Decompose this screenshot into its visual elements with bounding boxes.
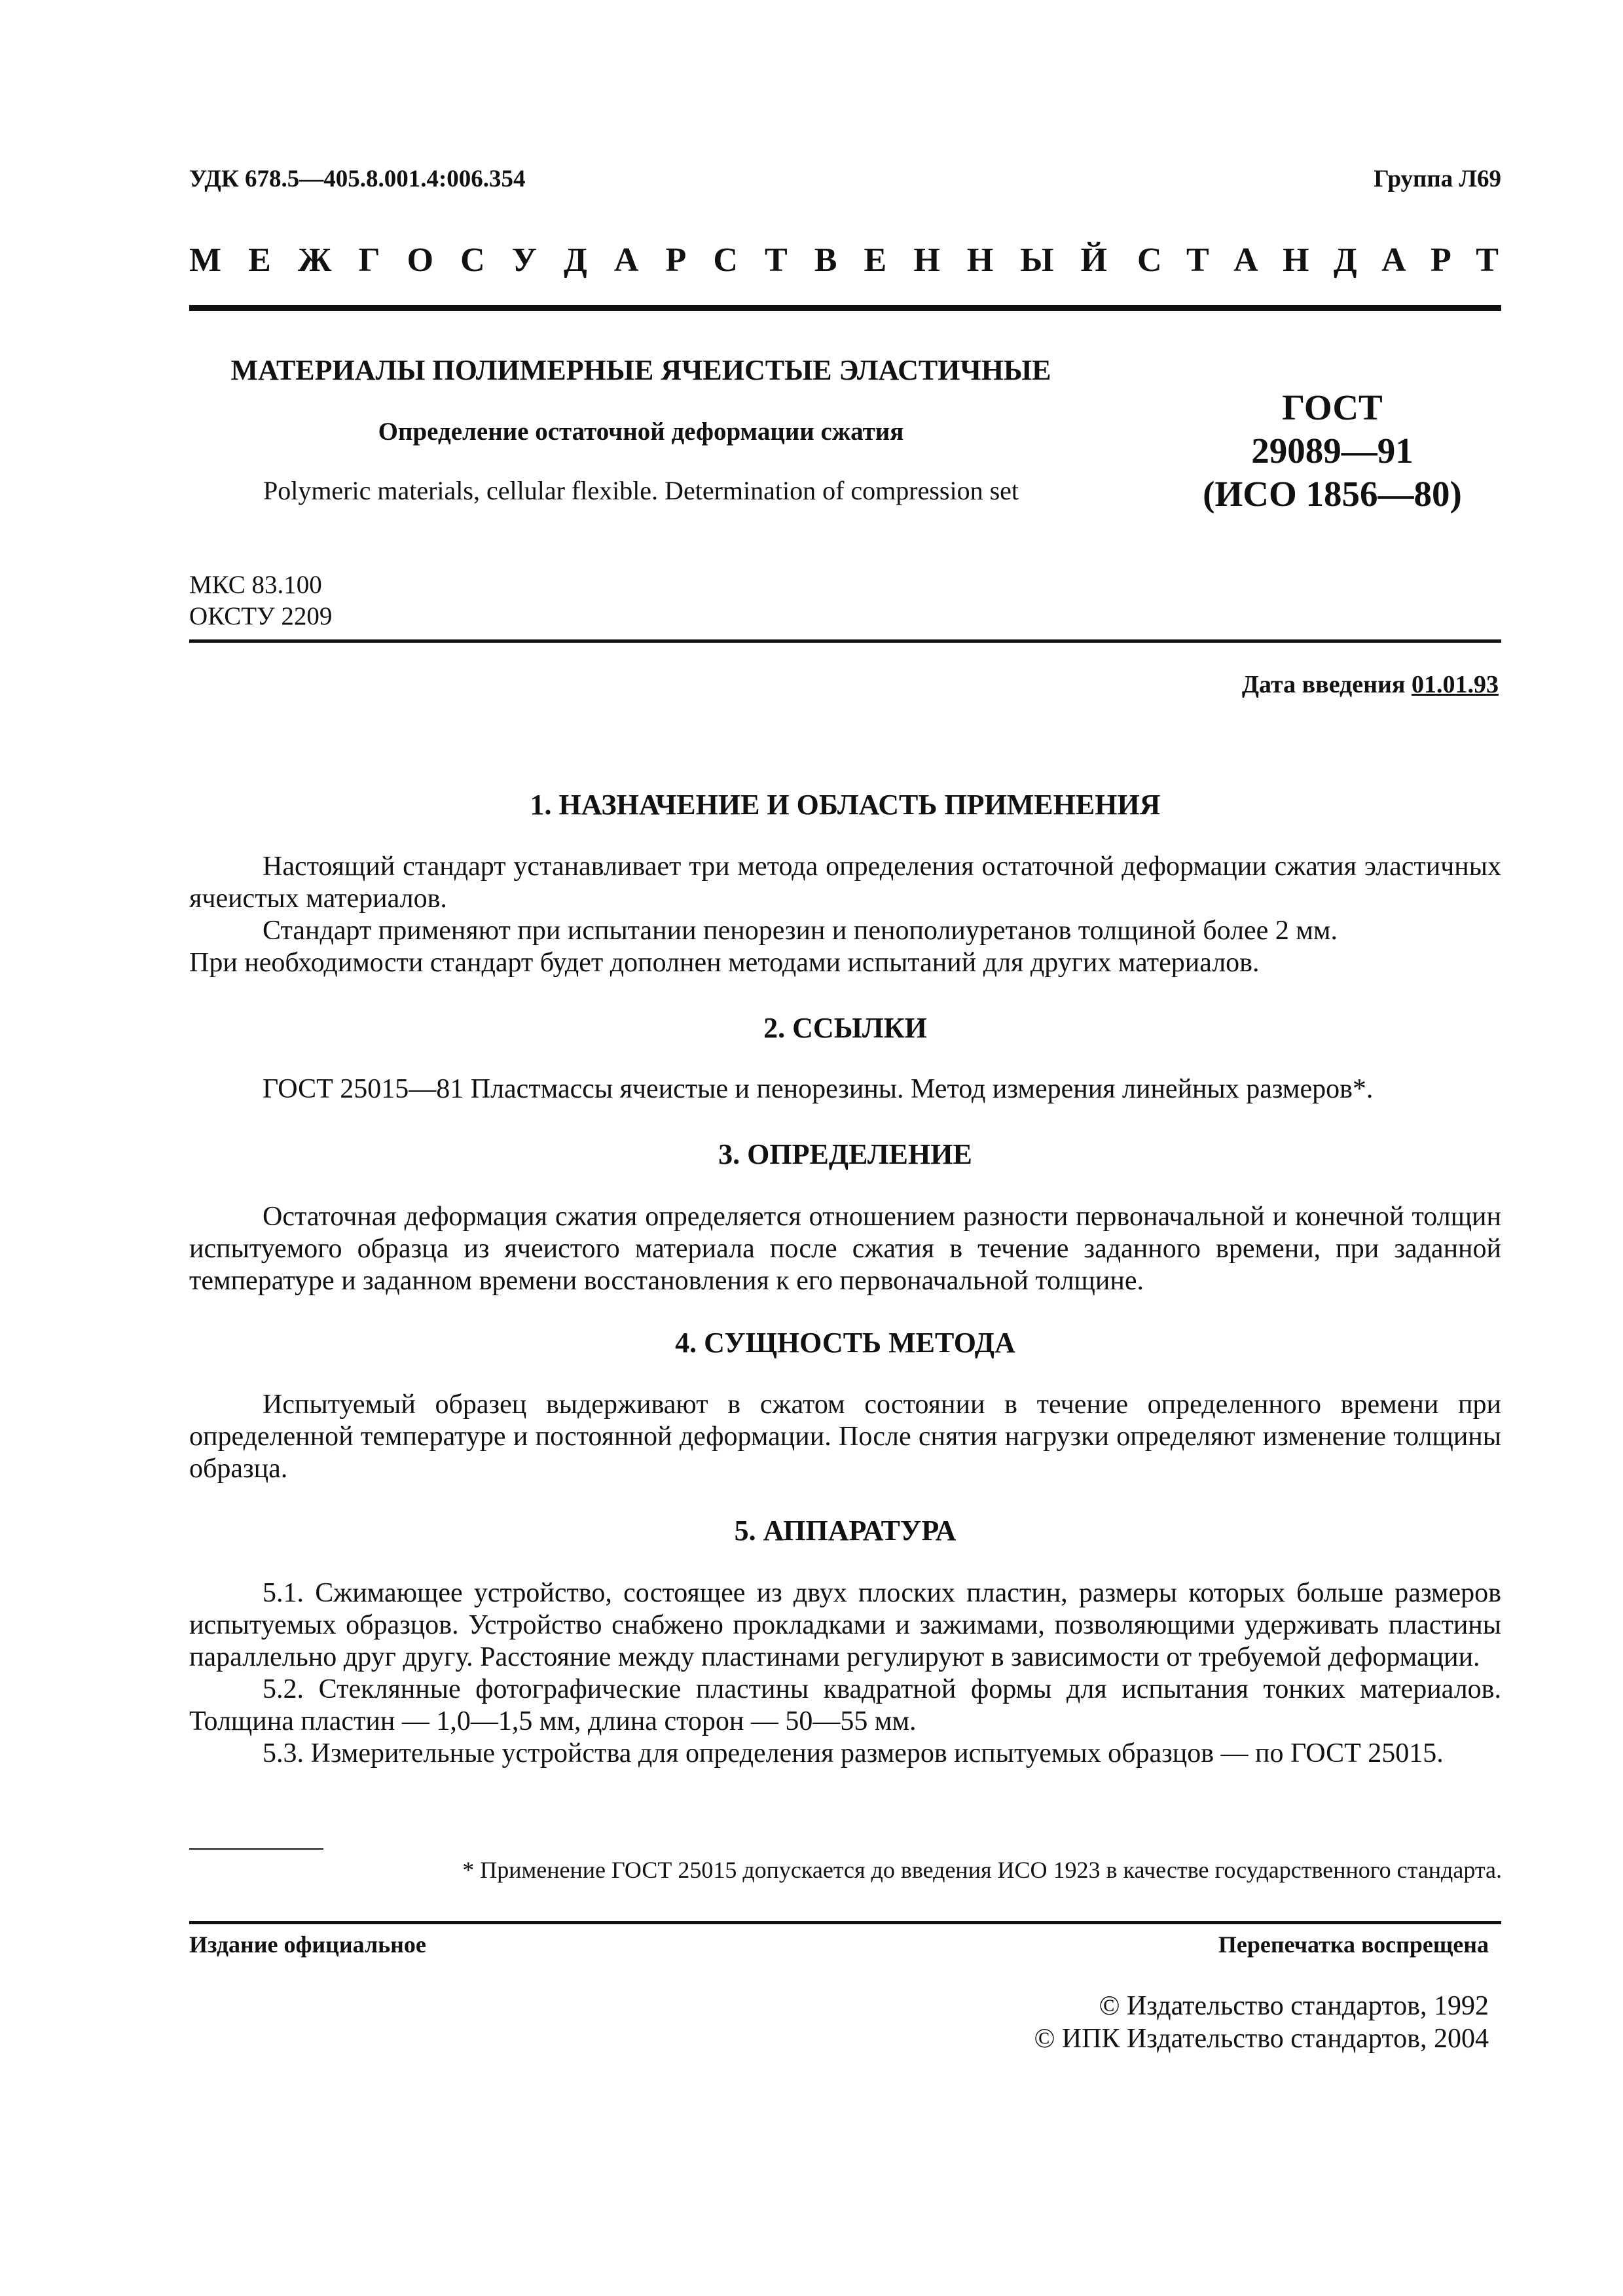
banner-letter: Т xyxy=(1476,242,1499,279)
top-rule xyxy=(189,305,1501,311)
section-2-title: 2. ССЫЛКИ xyxy=(763,1012,927,1044)
reprint-prohibited: Перепечатка воспрещена xyxy=(1218,1931,1489,1958)
codes-rule xyxy=(189,639,1501,643)
english-title: Polymeric materials, cellular flexible. Determination of compression set xyxy=(263,476,1019,505)
section-3-title: 3. ОПРЕДЕЛЕНИЕ xyxy=(718,1138,972,1170)
paragraph: 5.3. Измерительные устройства для определения размеров испытуемых образцов — по ГОСТ 25015. xyxy=(263,1738,1444,1768)
mks-code: МКС 83.100 xyxy=(189,571,322,599)
paragraph: ГОСТ 25015—81 Пластмассы ячеистые и пенорезины. Метод измерения линейных размеров*. xyxy=(263,1074,1374,1104)
banner-letter: М xyxy=(189,242,222,279)
paragraph: Испытуемый образец выдерживают в сжатом состоянии в течение определенного времени при определенной температуре и постоянной деформации. После снятия нагрузки определяют изменение толщины образца. xyxy=(189,1390,1501,1484)
banner-letter: С xyxy=(713,242,738,279)
iso-number: (ИСО 1856—80) xyxy=(1203,474,1462,514)
banner-letter: Т xyxy=(765,242,788,279)
banner-word-standard xyxy=(1137,241,1499,279)
banner-letter: Н xyxy=(966,242,994,279)
banner-letter: Ы xyxy=(1020,242,1054,279)
introduction-date xyxy=(1242,670,1499,699)
okstu-code: ОКСТУ 2209 xyxy=(189,602,333,630)
section-5-title: 5. АППАРАТУРА xyxy=(734,1515,957,1547)
title-block xyxy=(189,353,1093,506)
classification-codes xyxy=(189,569,332,632)
section-4-title: 4. СУЩНОСТЬ МЕТОДА xyxy=(675,1327,1015,1359)
banner-letter: С xyxy=(460,242,485,279)
document-subtitle: Определение остаточной деформации сжатия xyxy=(378,418,904,446)
banner-letter: Н xyxy=(1283,242,1309,279)
footnote-rule xyxy=(189,1848,323,1850)
banner-letter: А xyxy=(613,242,639,279)
banner-letter: Д xyxy=(1333,242,1357,279)
banner-letter: Н xyxy=(913,242,940,279)
section-2-body xyxy=(189,1073,1501,1105)
section-1-body xyxy=(189,851,1501,979)
paragraph: 5.1. Сжимающее устройство, состоящее из двух плоских пластин, размеры которых больше размеров испытуемых образцов. Устройство снабжено прокладками и зажимами, позволяющими удерживать пластины параллельно друг другу. Расстояние между пластинами регулируют в зависимости от требуемой деформации. xyxy=(189,1578,1501,1672)
paragraph: 5.2. Стеклянные фотографические пластины квадратной формы для испытания тонких материалов. Толщина пластин — 1,0—1,5 мм, длина сторон — 50—55 мм. xyxy=(189,1674,1501,1736)
banner-letter: Й xyxy=(1080,242,1107,279)
banner-letter: Ж xyxy=(297,242,332,279)
banner-letter: О xyxy=(407,242,434,279)
footnote: * Применение ГОСТ 25015 допускается до введения ИСО 1923 в качестве государственного стандарта. xyxy=(462,1857,1502,1883)
banner-letter: Р xyxy=(665,242,687,279)
gost-label: ГОСТ xyxy=(1282,387,1383,427)
banner-letter: Г xyxy=(358,242,380,279)
banner-letter: Р xyxy=(1431,242,1451,279)
banner-letter: Т xyxy=(1186,242,1209,279)
section-4-body xyxy=(189,1389,1501,1485)
date-value: 01.01.93 xyxy=(1412,671,1499,698)
date-label: Дата введения xyxy=(1241,671,1406,698)
banner-letter: Е xyxy=(864,242,887,279)
gost-designation xyxy=(1165,386,1499,516)
banner-letter: А xyxy=(1381,242,1406,279)
paragraph: Остаточная деформация сжатия определяется отношением разности первоначальной и конечной толщин испытуемого образца из ячеистого материала после сжатия в течение заданного времени, при заданной температуре и заданном времени восстановления к его первоначальной толщине. xyxy=(189,1202,1501,1296)
copyright-block xyxy=(1034,1990,1489,2055)
banner-letter: В xyxy=(814,242,837,279)
section-5-body xyxy=(189,1577,1501,1770)
banner-word-interstate xyxy=(189,241,1107,279)
footer-rule xyxy=(189,1921,1501,1924)
standard-banner xyxy=(189,241,1499,279)
paragraph: Настоящий стандарт устанавливает три метода определения остаточной деформации сжатия эластичных ячеистых материалов. xyxy=(189,852,1501,914)
banner-letter: А xyxy=(1233,242,1258,279)
copyright-line: © Издательство стандартов, 1992 xyxy=(1099,1991,1489,2021)
udk-code: УДК 678.5—405.8.001.4:006.354 xyxy=(189,166,526,192)
gost-number: 29089—91 xyxy=(1251,431,1413,471)
paragraph: Стандарт применяют при испытании пенорезин и пенополиуретанов толщиной более 2 мм. xyxy=(263,916,1338,946)
document-title: МАТЕРИАЛЫ ПОЛИМЕРНЫЕ ЯЧЕИСТЫЕ ЭЛАСТИЧНЫЕ xyxy=(230,354,1051,386)
group-code: Группа Л69 xyxy=(1374,166,1501,192)
banner-letter: С xyxy=(1137,242,1162,279)
paragraph: При необходимости стандарт будет дополнен методами испытаний для других материалов. xyxy=(189,948,1260,978)
banner-letter: Е xyxy=(248,242,271,279)
section-1-title: 1. НАЗНАЧЕНИЕ И ОБЛАСТЬ ПРИМЕНЕНИЯ xyxy=(530,789,1161,821)
section-3-body xyxy=(189,1201,1501,1297)
official-edition: Издание официальное xyxy=(189,1931,426,1958)
copyright-line: © ИПК Издательство стандартов, 2004 xyxy=(1034,2024,1489,2054)
banner-letter: У xyxy=(511,242,537,279)
banner-letter: Д xyxy=(564,242,587,279)
